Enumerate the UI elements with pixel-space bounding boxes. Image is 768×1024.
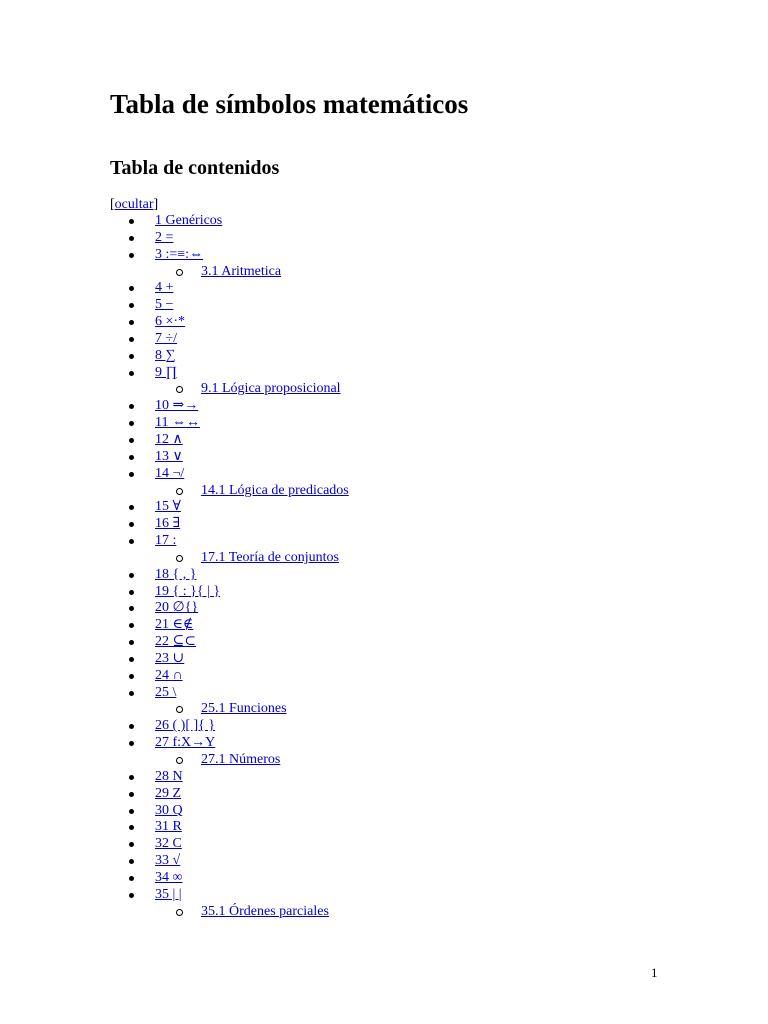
toc-link[interactable]: 20 ∅{} xyxy=(155,600,199,616)
bullet-icon xyxy=(129,320,134,325)
toc-link[interactable]: 9.1 Lógica proposicional xyxy=(201,381,341,397)
toc-link[interactable]: 35 | | xyxy=(155,886,182,902)
bullet-icon xyxy=(129,371,134,376)
toc-toggle-close-bracket: ] xyxy=(153,197,159,212)
toc-link[interactable]: 7 ÷/ xyxy=(155,330,178,346)
toc-link[interactable]: 13 ∨ xyxy=(155,448,183,464)
toc-link[interactable]: 8 ∑ xyxy=(155,347,176,363)
toc-link[interactable]: 4 + xyxy=(155,280,174,296)
circle-bullet-icon xyxy=(176,488,183,495)
circle-bullet-icon xyxy=(176,555,183,562)
toc-link[interactable]: 5 − xyxy=(155,297,174,313)
bullet-icon xyxy=(129,606,134,611)
bullet-icon xyxy=(129,623,134,628)
circle-bullet-icon xyxy=(176,909,183,916)
circle-bullet-icon xyxy=(176,269,183,276)
bullet-icon xyxy=(129,539,134,544)
toc-link[interactable]: 33 √ xyxy=(155,853,181,869)
toc-link[interactable]: 29 Z xyxy=(155,785,182,801)
toc-link[interactable]: 17.1 Teoría de conjuntos xyxy=(201,549,339,565)
bullet-icon xyxy=(129,573,134,578)
toc-link[interactable]: 30 Q xyxy=(155,802,183,818)
toc-link[interactable]: 25 \ xyxy=(155,684,177,700)
toc-link[interactable]: 22 ⊆⊂ xyxy=(155,634,196,650)
toc-link[interactable]: 25.1 Funciones xyxy=(201,701,287,717)
circle-bullet-icon xyxy=(176,386,183,393)
bullet-icon xyxy=(129,842,134,847)
toc-link[interactable]: 10 ⇒→ xyxy=(155,398,199,414)
toc-link[interactable]: 23 ∪ xyxy=(155,650,185,666)
circle-bullet-icon xyxy=(176,706,183,713)
bullet-icon xyxy=(129,590,134,595)
bullet-icon xyxy=(129,522,134,527)
bullet-icon xyxy=(129,809,134,814)
bullet-icon xyxy=(129,438,134,443)
bullet-icon xyxy=(129,421,134,426)
bullet-icon xyxy=(129,455,134,460)
bullet-icon xyxy=(129,775,134,780)
bullet-icon xyxy=(129,303,134,308)
bullet-icon xyxy=(129,640,134,645)
toc-link[interactable]: 3.1 Aritmetica xyxy=(201,263,282,279)
toc-link[interactable]: 31 R xyxy=(155,819,182,835)
toc-link[interactable]: 21 ∈∉ xyxy=(155,617,194,633)
bullet-icon xyxy=(129,724,134,729)
bullet-icon xyxy=(129,253,134,258)
toc-link[interactable]: 34 ∞ xyxy=(155,869,183,885)
toc-link[interactable]: 24 ∩ xyxy=(155,667,183,683)
bullet-icon xyxy=(129,893,134,898)
toc-link[interactable]: 11 ⇔↔ xyxy=(155,415,200,431)
bullet-icon xyxy=(129,674,134,679)
bullet-icon xyxy=(129,792,134,797)
toc-link[interactable]: 27 f:X→Y xyxy=(155,735,216,751)
bullet-icon xyxy=(129,404,134,409)
bullet-icon xyxy=(129,337,134,342)
toc-link[interactable]: 9 ∏ xyxy=(155,364,178,380)
toc-link[interactable]: 27.1 Números xyxy=(201,752,281,767)
toc-link[interactable]: 1 Genéricos xyxy=(155,213,223,228)
toc-toggle xyxy=(110,196,158,213)
toc-link[interactable]: 6 ×·* xyxy=(155,314,186,330)
toc-link[interactable]: 26 ( )[ ]{ } xyxy=(155,718,216,734)
bullet-icon xyxy=(129,354,134,359)
bullet-icon xyxy=(129,691,134,696)
toc-link[interactable]: 12 ∧ xyxy=(155,431,183,447)
toc-link[interactable]: 28 N xyxy=(155,768,183,784)
page-number: 1 xyxy=(651,965,658,980)
toc-link[interactable]: 14 ¬/ xyxy=(155,465,185,481)
toc-link[interactable]: 3 :=≡:⇔ xyxy=(155,246,204,262)
toc-link[interactable]: 16 ∃ xyxy=(155,516,181,532)
bullet-icon xyxy=(129,236,134,241)
bullet-icon xyxy=(129,505,134,510)
toc-link[interactable]: 17 : xyxy=(155,533,177,549)
bullet-icon xyxy=(129,825,134,830)
toc-link[interactable]: 14.1 Lógica de predicados xyxy=(201,482,349,498)
toc-toggle-open-bracket: [ xyxy=(110,197,115,212)
toc-link[interactable]: 15 ∀ xyxy=(155,499,181,515)
hide-toc-link[interactable]: ocultar xyxy=(114,197,154,212)
bullet-icon xyxy=(129,741,134,746)
bullet-icon xyxy=(129,859,134,864)
bullet-icon xyxy=(129,876,134,881)
circle-bullet-icon xyxy=(176,757,183,764)
bullet-icon xyxy=(129,472,134,477)
bullet-icon xyxy=(129,657,134,662)
bullet-icon xyxy=(129,286,134,291)
toc-link[interactable]: 19 { : }{ | } xyxy=(155,583,221,599)
toc-link[interactable]: 2 = xyxy=(155,229,174,245)
toc-link[interactable]: 35.1 Órdenes parciales xyxy=(201,903,329,919)
bullet-icon xyxy=(129,219,134,224)
toc-link[interactable]: 18 { , } xyxy=(155,566,197,582)
page-title: Tabla de símbolos matemáticos xyxy=(110,89,469,119)
toc-heading: Tabla de contenidos xyxy=(110,157,280,179)
toc-link[interactable]: 32 C xyxy=(155,836,182,852)
